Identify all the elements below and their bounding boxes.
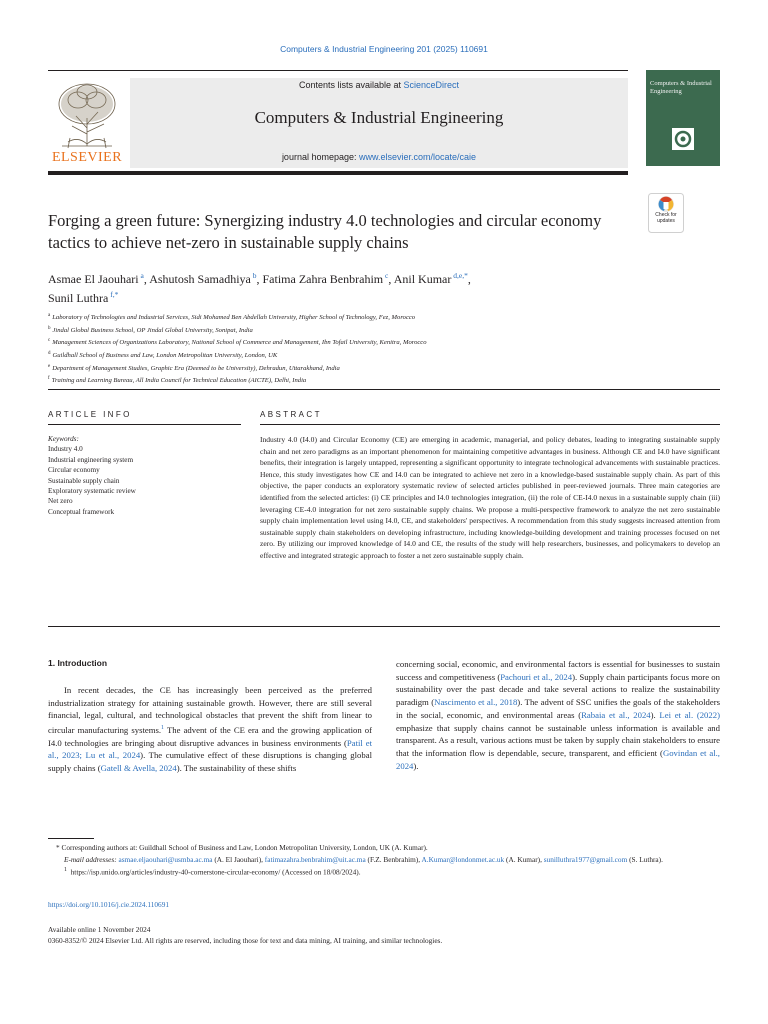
keywords-heading: Keywords: — [48, 435, 79, 443]
email-owner: (A. El Jaouhari), — [212, 854, 265, 864]
footnotes — [48, 842, 720, 878]
keywords-block — [48, 434, 241, 517]
affiliation-item — [48, 311, 668, 324]
section-rule — [48, 389, 720, 390]
keyword-item: Exploratory systematic review — [48, 487, 136, 496]
citation-link[interactable]: Lei et al. (2022) — [659, 709, 720, 720]
homepage-prefix: journal homepage: — [281, 152, 359, 162]
abstract-text: Industry 4.0 (I4.0) and Circular Economy (CE) are emerging in academic, managerial, and policy debates, leading to integrating sustainable supply chain and net zero paradigms as an important phenomenon for maintaining competitive advantages in business. Although CE and I4.0 have significant benefits, their integration is largely untapped, representing a significant opportunity to integrate technological advancements with sustainable practices. Hence, this study investigates how CE and I4.0 can be integrated to achieve net zero in a knowledge-based sustainable supply chain. As part of this objective, the paper conducts an exploratory systematic review of selected articles published in peer-reviewed journals. Three main categories are identified from the selected articles: (i) CE principles and I4.0 technologies integration, (ii) the role of CE-I4.0 nexus in a sustainable supply chain (iii) leveraging CE-4.0 integration for net zero sustainable supply chains. We propose a multi-perspective framework to analyze the net zero sustainable supply chain implementation level using I4.0, CE, and stakeholders' perspectives. A recommendation from this study suggests increased attention from sustainable supply chain stakeholders on developing infrastructure, including knowledge-building development and training processes focused on net zero. By utilizing our improved knowledge of I4.0 and CE, the results of the study will help researchers, businesses, and policymakers to develop an effective and integrated strategic approach to foster a net zero sustainable supply chain. — [260, 435, 720, 560]
header-thick-rule — [48, 171, 628, 175]
cover-title: Computers & Industrial Engineering — [650, 80, 712, 95]
keyword-item: Circular economy — [48, 466, 100, 475]
body-text: ). Supply chain participants focus more on sustainability over the past decade and take several actions to realize the sustainability paradigm ( — [396, 671, 720, 708]
author-separator: , — [256, 272, 263, 286]
journal-homepage-link[interactable]: www.elsevier.com/locate/caie — [359, 152, 477, 162]
journal-title: Computers & Industrial Engineering — [254, 108, 504, 127]
author-name[interactable]: Fatima Zahra Benbrahim — [262, 272, 384, 286]
author-affiliation-marker[interactable]: f,* — [108, 290, 119, 299]
cover-badge-icon — [672, 128, 694, 150]
body-text: ). The sustainability of these shifts — [176, 763, 297, 774]
author-affiliation-marker[interactable]: a — [138, 271, 144, 280]
publisher-name: ELSEVIER — [51, 150, 123, 165]
footnote-ref[interactable]: 1 — [161, 725, 165, 732]
affiliation-marker: e — [48, 363, 51, 369]
body-text: ). — [413, 760, 419, 771]
affiliation-item — [48, 374, 668, 387]
body-text: ). The advent of SSC unifies the goals of the stakeholders in the social, economic, and environmental areas ( — [396, 697, 720, 720]
email-line — [48, 854, 720, 866]
author-list — [48, 268, 638, 306]
article-info-heading: ARTICLE INFO — [48, 410, 132, 419]
sciencedirect-link[interactable]: ScienceDirect — [403, 80, 460, 90]
publication-info — [48, 924, 720, 946]
contents-prefix: Contents lists available at — [298, 80, 404, 90]
citation-link[interactable]: Pachouri et al., 2024 — [500, 671, 573, 682]
affiliation-text: Training and Learning Bureau, All India Council for Technical Education (AICTE), Delhi, India — [51, 377, 307, 385]
citation-link[interactable]: Patil et al., 2023; Lu et al., 2024 — [48, 737, 372, 761]
email-owner: (F.Z. Benbrahim), — [365, 854, 422, 864]
keyword-item: Conceptual framework — [48, 507, 115, 516]
contents-line — [130, 80, 628, 90]
affiliation-marker: b — [48, 325, 51, 331]
email-owner: (S. Luthra). — [627, 854, 663, 864]
email-link[interactable]: asmae.eljaouhari@usmba.ac.ma — [118, 854, 213, 864]
author-affiliation-marker[interactable]: c — [383, 271, 389, 280]
section-rule-lower — [48, 626, 720, 627]
body-text: ). The cumulative effect of these disruptions is changing global supply chains ( — [48, 750, 372, 774]
abstract-heading: ABSTRACT — [260, 410, 322, 419]
abstract-rule — [260, 424, 720, 425]
keywords-list — [48, 444, 241, 517]
crossmark-label[interactable]: Check for updates — [655, 212, 677, 224]
body-column-left — [48, 684, 372, 775]
author-name[interactable]: Ashutosh Samadhiya — [149, 272, 251, 286]
affiliation-item — [48, 362, 668, 375]
email-link[interactable]: fatimazahra.benbrahim@uit.ac.ma — [264, 854, 366, 864]
author-affiliation-marker[interactable]: b — [250, 271, 257, 280]
footnote-1-text[interactable]: https://isp.unido.org/articles/industry-40-cornerstone-circular-economy/ (Accessed on 18/08/2024). — [70, 867, 361, 877]
keyword-item: Sustainable supply chain — [48, 476, 120, 485]
author-name[interactable]: Anil Kumar — [393, 272, 452, 286]
article-info-rule — [48, 424, 241, 425]
body-text: In recent decades, the CE has increasingly been perceived as the preferred industrialization strategy for attaining sustainable growth. However, there are still several financial, legal, cultural, and technological obstacles that prevent the shift from linear to circular manufacturing systems. — [48, 685, 372, 735]
affiliation-item — [48, 349, 668, 362]
affiliation-list — [48, 311, 668, 387]
keyword-item: Industrial engineering system — [48, 455, 134, 464]
author-separator: , — [143, 272, 150, 286]
body-text: The advent of the CE era and the growing application of I4.0 technologies are bringing about disruptive advances in business environments ( — [48, 725, 372, 748]
footnote-1 — [48, 865, 720, 878]
body-text: emphasize that supply chains cannot be sustainable unless information is available and transparent. As a result, various actions must be taken by supply chain stakeholders to ensure that the information flow is dependable, secure, transparent, and efficient ( — [396, 722, 720, 758]
footnote-number: 1 — [64, 867, 67, 873]
author-name[interactable]: Sunil Luthra — [48, 291, 109, 305]
affiliation-marker: c — [48, 338, 51, 344]
homepage-line — [130, 152, 628, 162]
author-separator: , — [467, 272, 471, 286]
body-text: concerning social, economic, and environmental factors is essential for businesses to sustain success and competitiveness ( — [396, 659, 720, 682]
email-link[interactable]: A.Kumar@londonmet.ac.uk — [421, 854, 505, 864]
body-column-right — [396, 658, 720, 772]
author-separator: , — [388, 272, 394, 286]
citation-link[interactable]: Nascimento et al., 2018 — [434, 697, 518, 708]
body-text: ). — [650, 709, 660, 720]
citation-link[interactable]: Rabaia et al., 2024 — [581, 709, 651, 720]
affiliation-text: Management Sciences of Organizations Laboratory, National School of Commerce and Management, Ibn Tofail University, Kenitra, Morocco — [52, 339, 427, 347]
email-link[interactable]: sunilluthra1977@gmail.com — [543, 854, 628, 864]
available-online: Available online 1 November 2024 — [48, 925, 151, 934]
affiliation-marker: f — [48, 376, 50, 382]
keyword-item: Industry 4.0 — [48, 445, 83, 454]
author-name[interactable]: Asmae El Jaouhari — [48, 272, 139, 286]
affiliation-text: Guildhall School of Business and Law, London Metropolitan University, London, UK — [52, 352, 278, 360]
copyright-line: 0360-8352/© 2024 Elsevier Ltd. All rights are reserved, including those for text and data mining, AI training, and similar technologies. — [48, 936, 443, 945]
email-owner: (A. Kumar), — [504, 854, 544, 864]
affiliation-text: Department of Management Studies, Graphic Era (Deemed to be University), Dehradun, Uttarakhand, India — [52, 364, 340, 372]
article-title: Forging a green future: Synergizing industry 4.0 technologies and circular economy tactics to achieve net-zero in sustainable supply chains — [48, 211, 602, 252]
affiliation-item — [48, 324, 668, 337]
affiliation-text: Jindal Global Business School, OP Jindal Global University, Sonipat, India — [52, 326, 253, 334]
affiliation-marker: d — [48, 351, 51, 357]
citation-link[interactable]: Gatell & Avella, 2024 — [100, 763, 177, 774]
journal-reference[interactable]: Computers & Industrial Engineering 201 (2025) 110691 — [280, 44, 488, 54]
section-heading-introduction: 1. Introduction — [48, 658, 108, 668]
top-rule — [48, 70, 628, 71]
author-affiliation-marker[interactable]: d,e,* — [451, 271, 468, 280]
citation-link[interactable]: Govindan et al., 2024 — [396, 747, 720, 771]
affiliation-item — [48, 336, 668, 349]
keyword-item: Net zero — [48, 497, 73, 506]
email-label: E-mail addresses: — [64, 854, 117, 864]
email-list — [118, 855, 662, 864]
footnote-rule — [48, 838, 94, 839]
corresponding-author-note: * Corresponding authors at: Guildhall School of Business and Law, London Metropolitan University, London, UK (A. Kumar). — [56, 843, 428, 852]
affiliation-marker: a — [48, 313, 51, 318]
affiliation-text: Laboratory of Technologies and Industrial Services, Sidi Mohamed Ben Abdellah University, Higher School of Technology, Fez, Morocco — [52, 314, 416, 322]
doi-link[interactable]: https://doi.org/10.1016/j.cie.2024.110691 — [48, 900, 170, 909]
